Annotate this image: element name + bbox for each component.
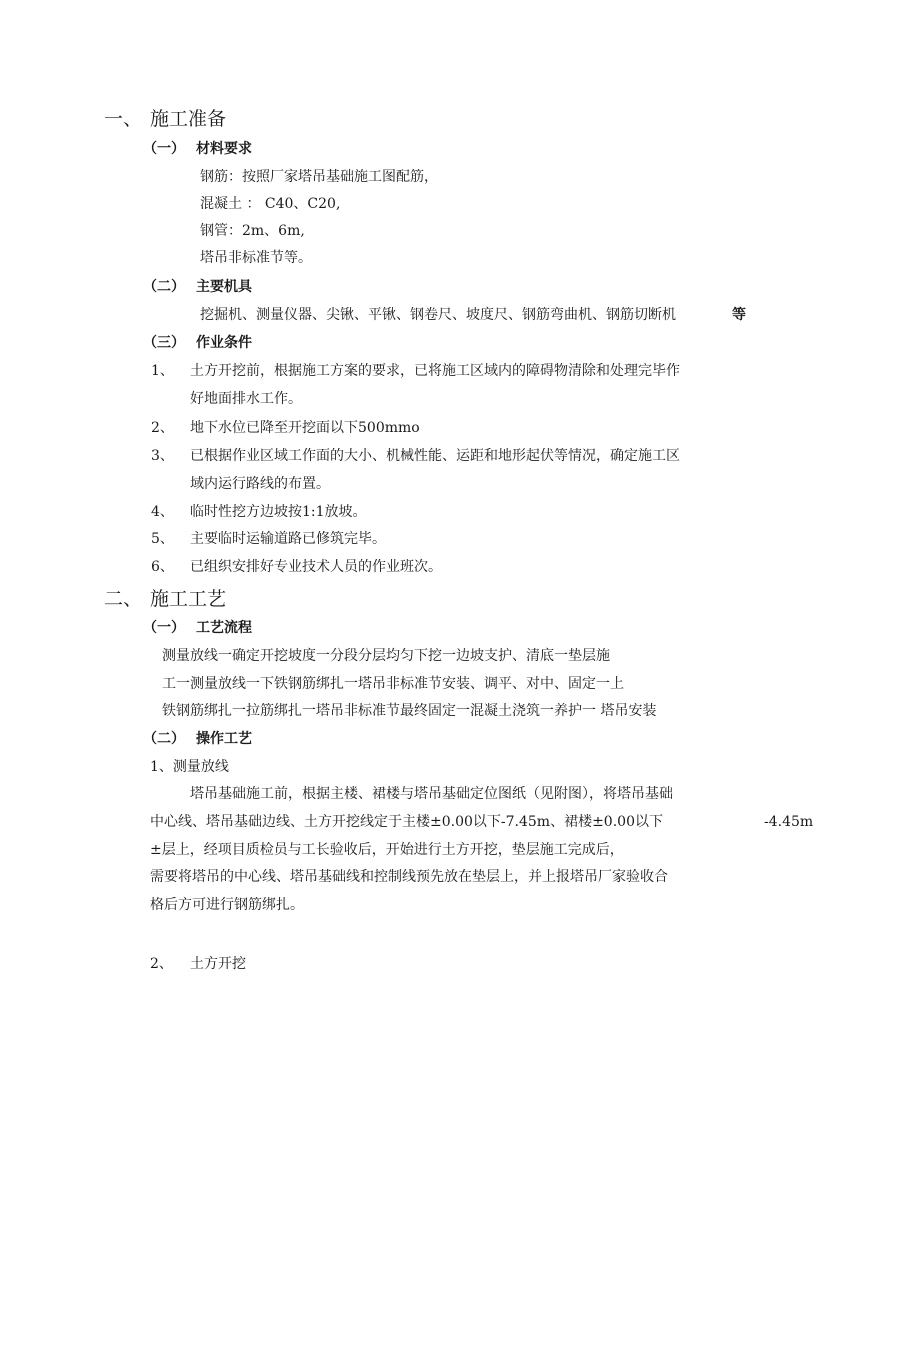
condition-text: 已组织安排好专业技术人员的作业班次。 [190, 559, 442, 575]
operation-paragraph-line: 中心线、塔吊基础边线、土方开挖线定于主楼±0.00以下-7.45m、裙楼±0.00以下 [150, 814, 663, 830]
condition-number: 6、 [151, 559, 174, 575]
subsection-1-3-title: 作业条件 [196, 335, 252, 351]
equipment-list-tail: 等 [732, 307, 746, 323]
section-2-title: 施工工艺 [150, 588, 227, 610]
section-1-title: 施工准备 [150, 108, 227, 130]
operation-paragraph-line: 需要将塔吊的中心线、塔吊基础线和控制线预先放在垫层上，并上报塔吊厂家验收合 [150, 869, 668, 885]
subsection-2-1-title: 工艺流程 [196, 620, 252, 636]
subsection-1-1-title: 材料要求 [196, 141, 252, 157]
materials-line: 混凝土 ： C40、C20, [200, 196, 341, 212]
subsection-1-2-number: （二） [143, 279, 185, 295]
operation-paragraph-margin-value: -4.45m [764, 814, 814, 830]
process-flow-line: 工一测量放线一下铁钢筋绑扎一塔吊非标准节安装、调平、对中、固定一上 [162, 676, 624, 692]
subsection-1-2-title: 主要机具 [196, 279, 252, 295]
subsection-1-1-number: （一） [143, 141, 185, 157]
condition-text: 好地面排水工作。 [190, 391, 302, 407]
materials-line: 塔吊非标准节等。 [200, 250, 312, 266]
section-2-number: 二、 [104, 588, 143, 610]
operation-paragraph-line: 塔吊基础施工前，根据主楼、裙楼与塔吊基础定位图纸（见附图），将塔吊基础 [190, 786, 673, 802]
section-1-number: 一、 [104, 108, 143, 130]
subsection-2-2-number: （二） [143, 731, 185, 747]
condition-text: 临时性挖方边坡按1:1放坡。 [190, 504, 367, 520]
equipment-list: 挖掘机、测量仪器、尖锹、平锹、钢卷尺、坡度尺、钢筋弯曲机、钢筋切断机 [200, 307, 676, 323]
condition-text: 主要临时运输道路已修筑完毕。 [190, 531, 386, 547]
materials-line: 钢管：2m、6m, [200, 223, 305, 239]
operation-item-1-title: 1、测量放线 [150, 759, 229, 775]
condition-number: 5、 [151, 531, 174, 547]
condition-text: 已根据作业区域工作面的大小、机械性能、运距和地形起伏等情况，确定施工区 [190, 448, 680, 464]
operation-item-2-number: 2、 [150, 956, 173, 972]
condition-number: 4、 [151, 504, 174, 520]
condition-number: 1、 [151, 363, 174, 379]
process-flow-line: 铁钢筋绑扎一拉筋绑扎一塔吊非标准节最终固定一混凝土浇筑一养护一 塔吊安装 [162, 703, 657, 719]
condition-number: 3、 [151, 448, 174, 464]
operation-item-2-title: 土方开挖 [190, 956, 246, 972]
materials-line: 钢筋：按照厂家塔吊基础施工图配筋， [200, 169, 438, 185]
subsection-1-3-number: （三） [143, 335, 185, 351]
condition-number: 2、 [151, 420, 174, 436]
subsection-2-1-number: （一） [143, 620, 185, 636]
condition-text: 地下水位已降至开挖面以下500mmo [190, 420, 420, 436]
process-flow-line: 测量放线一确定开挖坡度一分段分层均匀下挖一边坡支护、清底一垫层施 [162, 648, 610, 664]
operation-paragraph-line: 格后方可进行钢筋绑扎。 [150, 897, 304, 913]
subsection-2-2-title: 操作工艺 [196, 731, 252, 747]
operation-paragraph-line: ±层上，经项目质检员与工长验收后，开始进行土方开挖，垫层施工完成后， [150, 842, 624, 858]
condition-text: 域内运行路线的布置。 [190, 476, 330, 492]
condition-text: 土方开挖前，根据施工方案的要求，已将施工区域内的障碍物清除和处理完毕作 [190, 363, 680, 379]
